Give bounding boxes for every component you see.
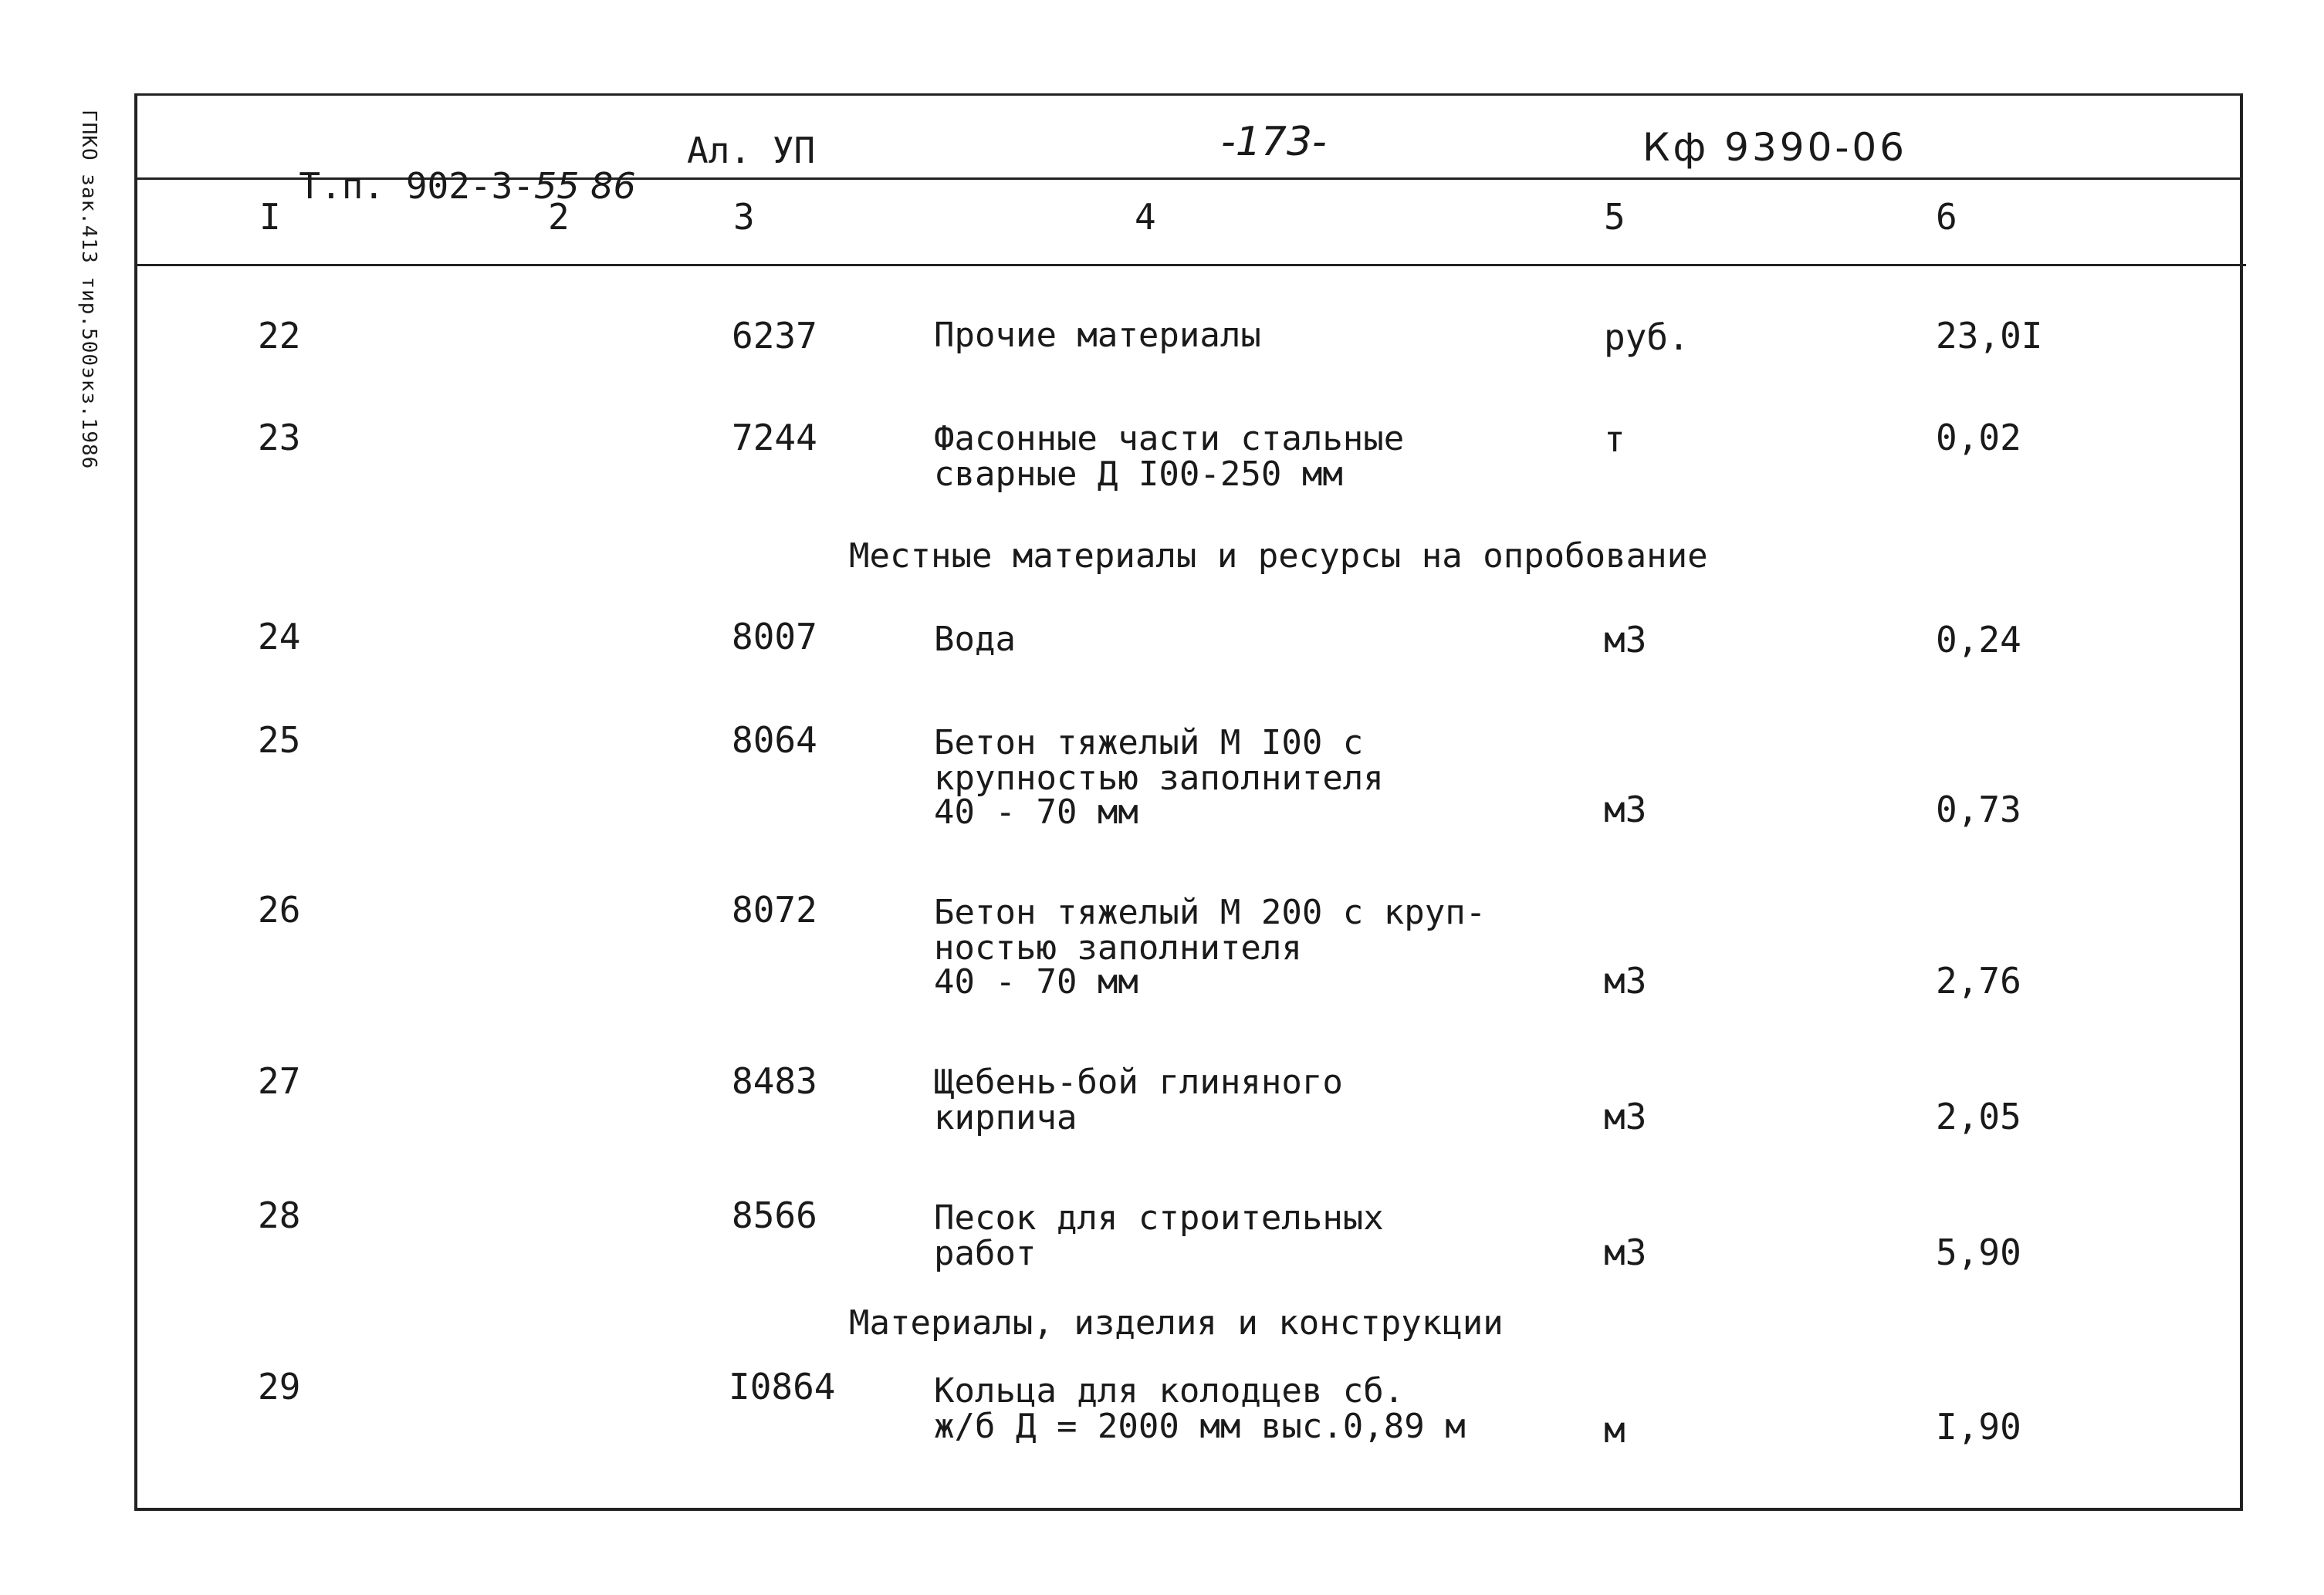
row-27-unit: м3 — [1604, 1096, 1647, 1137]
column-header-divider — [137, 264, 2246, 266]
row-28-name-line-2: работ — [934, 1234, 1037, 1273]
row-26-name-line-1: Бетон тяжелый М 200 с круп- — [934, 893, 1487, 932]
row-23-number: 23 — [258, 417, 301, 458]
row-28-code: 8566 — [732, 1195, 817, 1236]
album-label: Ал. УП — [687, 130, 816, 171]
column-header-1: I — [259, 196, 281, 238]
row-26-name-line-3: 40 - 70 мм — [934, 962, 1138, 1002]
row-26-name-line-2: ностью заполнителя — [934, 928, 1302, 968]
row-26-code: 8072 — [732, 889, 817, 931]
row-22-qty: 23,0I — [1936, 315, 2043, 357]
row-26-unit: м3 — [1604, 960, 1647, 1002]
row-23-unit: т — [1604, 418, 1625, 460]
row-25-name-line-2: крупностью заполнителя — [934, 759, 1384, 798]
row-22-code: 6237 — [732, 315, 817, 357]
row-24-qty: 0,24 — [1936, 619, 2021, 661]
row-23-qty: 0,02 — [1936, 417, 2021, 458]
project-label: Т.п. 902-3-55 86 — [299, 165, 636, 207]
row-25-name-line-3: 40 - 70 мм — [934, 792, 1138, 832]
row-28-qty: 5,90 — [1936, 1232, 2021, 1273]
row-29-qty: I,90 — [1936, 1406, 2021, 1448]
row-25-unit: м3 — [1604, 789, 1647, 830]
section-heading-local: Местные материалы и ресурсы на опробование — [849, 536, 1708, 576]
row-22-unit: руб. — [1604, 316, 1690, 358]
row-28-name-line-1: Песок для строительных — [934, 1198, 1384, 1238]
row-29-name-line-2: ж/б Д = 2000 мм выс.0,89 м — [934, 1407, 1466, 1446]
row-28-number: 28 — [258, 1195, 301, 1236]
row-24-number: 24 — [258, 616, 301, 657]
side-stamp: ГПКО зак.413 тир.500экз.1986 — [77, 110, 100, 470]
row-29-name-line-1: Кольца для колодцев сб. — [934, 1371, 1405, 1411]
row-29-code: I0864 — [729, 1366, 836, 1407]
row-28-unit: м3 — [1604, 1232, 1647, 1273]
row-24-unit: м3 — [1604, 619, 1647, 661]
column-header-3: 3 — [733, 196, 755, 238]
row-24-code: 8007 — [732, 616, 817, 657]
column-header-6: 6 — [1936, 196, 1957, 238]
row-23-code: 7244 — [732, 417, 817, 458]
row-24-name-line-1: Вода — [934, 620, 1016, 659]
row-27-qty: 2,05 — [1936, 1096, 2021, 1137]
row-25-qty: 0,73 — [1936, 789, 2021, 830]
row-29-unit: м — [1604, 1409, 1625, 1451]
column-header-5: 5 — [1604, 196, 1625, 238]
row-27-number: 27 — [258, 1060, 301, 1102]
page-number: -173- — [1221, 119, 1327, 165]
row-27-name-line-2: кирпича — [934, 1098, 1077, 1137]
table-frame — [134, 93, 2243, 1511]
column-header-4: 4 — [1135, 196, 1156, 238]
row-27-name-line-1: Щебень-бой глиняного — [934, 1063, 1343, 1102]
row-27-code: 8483 — [732, 1060, 817, 1102]
row-22-number: 22 — [258, 315, 301, 357]
row-23-name-line-1: Фасонные части стальные — [934, 419, 1405, 458]
column-header-2: 2 — [548, 196, 570, 238]
section-heading-materials: Материалы, изделия и конструкции — [849, 1303, 1504, 1343]
document-code: Кф 9390-06 — [1642, 125, 1908, 170]
row-26-number: 26 — [258, 889, 301, 931]
row-29-number: 29 — [258, 1366, 301, 1407]
row-25-code: 8064 — [732, 719, 817, 761]
row-25-number: 25 — [258, 719, 301, 761]
row-23-name-line-2: сварные Д I00-250 мм — [934, 455, 1343, 494]
row-26-qty: 2,76 — [1936, 960, 2021, 1002]
row-22-name-line-1: Прочие материалы — [934, 316, 1261, 355]
row-25-name-line-1: Бетон тяжелый М I00 с — [934, 723, 1364, 762]
